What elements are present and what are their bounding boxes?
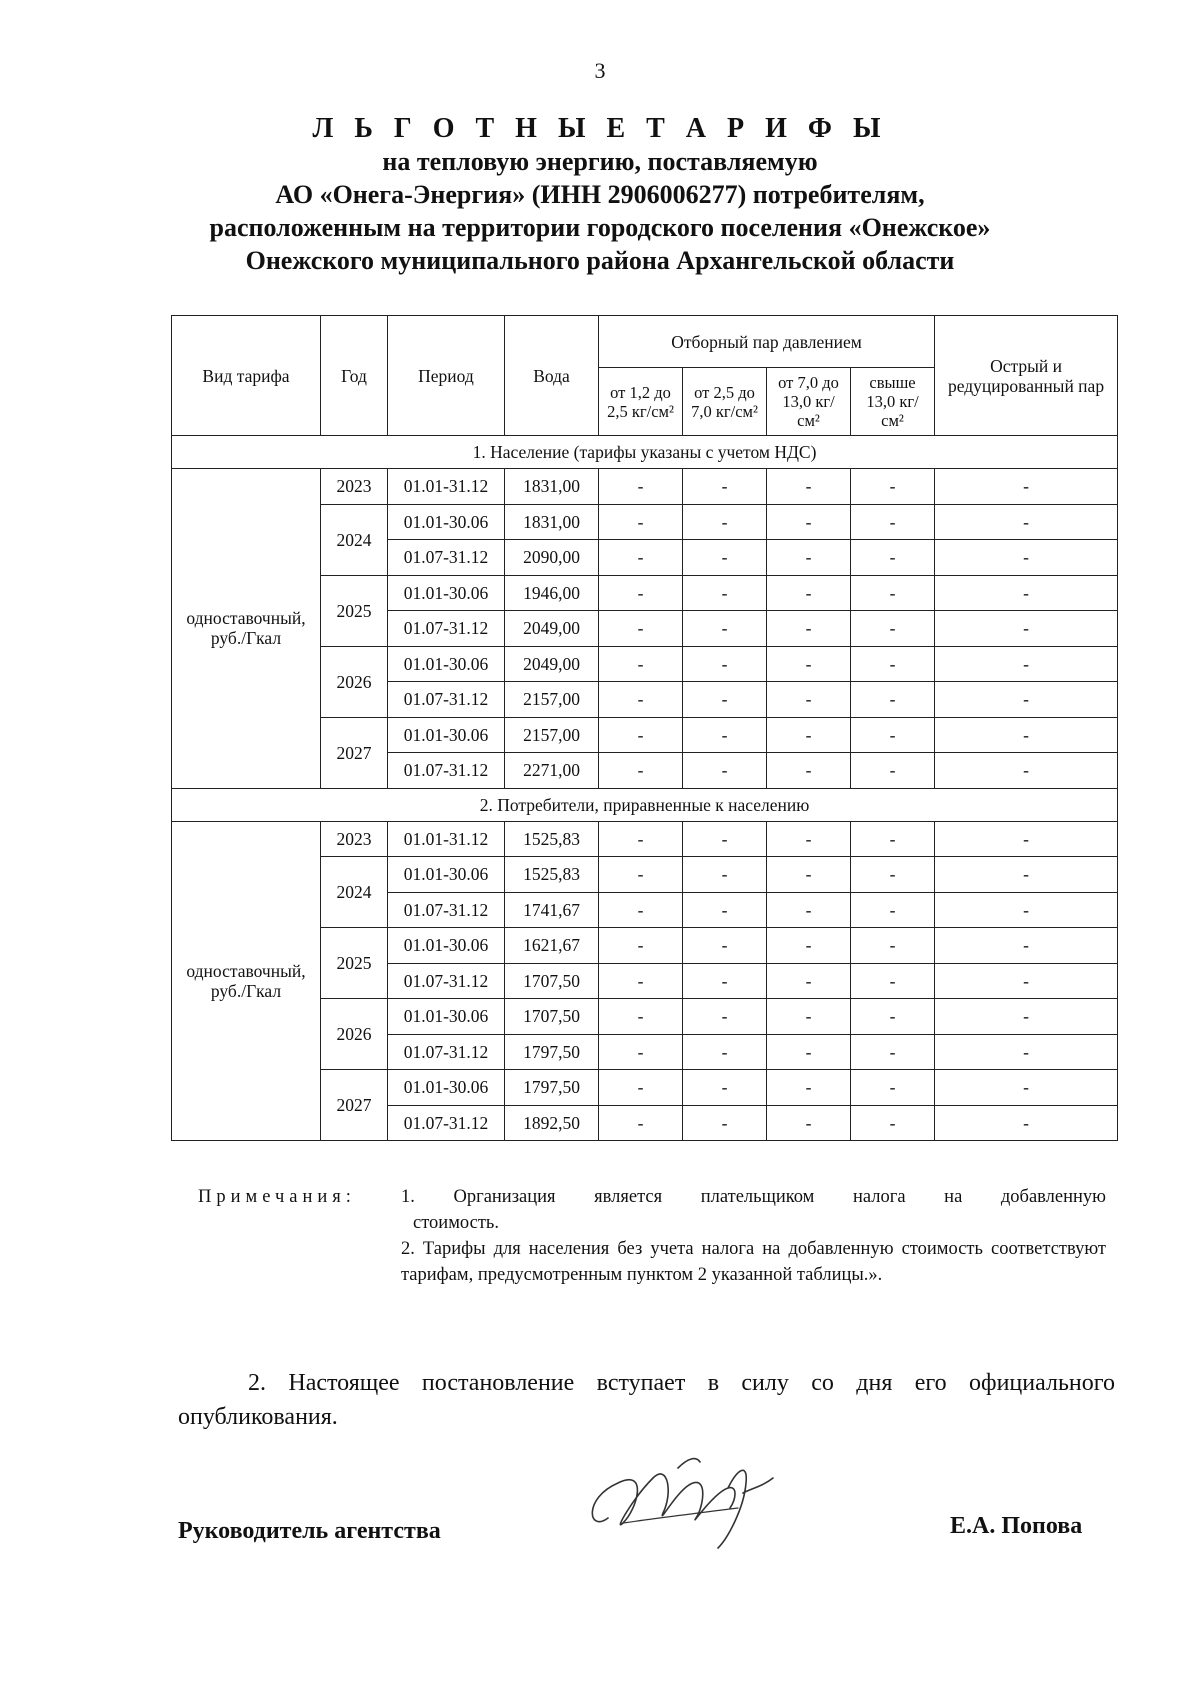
header-period: Период xyxy=(388,316,505,436)
steam-cell: - xyxy=(851,682,935,718)
sharp-steam-cell: - xyxy=(935,469,1118,505)
steam-cell: - xyxy=(683,753,767,789)
water-cell: 1707,50 xyxy=(505,999,599,1035)
water-cell: 1831,00 xyxy=(505,469,599,505)
steam-cell: - xyxy=(851,469,935,505)
water-cell: 1831,00 xyxy=(505,504,599,540)
sharp-steam-cell: - xyxy=(935,1105,1118,1141)
period-cell: 01.01-30.06 xyxy=(388,999,505,1035)
period-cell: 01.01-30.06 xyxy=(388,857,505,893)
steam-cell: - xyxy=(851,646,935,682)
steam-cell: - xyxy=(683,963,767,999)
water-cell: 1707,50 xyxy=(505,963,599,999)
sharp-steam-cell: - xyxy=(935,540,1118,576)
steam-cell: - xyxy=(599,1034,683,1070)
sharp-steam-cell: - xyxy=(935,963,1118,999)
period-cell: 01.07-31.12 xyxy=(388,753,505,789)
period-cell: 01.01-30.06 xyxy=(388,646,505,682)
period-cell: 01.07-31.12 xyxy=(388,892,505,928)
steam-cell: - xyxy=(599,575,683,611)
sharp-steam-cell: - xyxy=(935,1070,1118,1106)
steam-cell: - xyxy=(767,963,851,999)
steam-cell: - xyxy=(767,892,851,928)
steam-cell: - xyxy=(599,821,683,857)
sharp-steam-cell: - xyxy=(935,753,1118,789)
header-steam-1: от 1,2 до 2,5 кг/см² xyxy=(599,368,683,436)
steam-cell: - xyxy=(683,646,767,682)
steam-cell: - xyxy=(851,1070,935,1106)
handwritten-signature xyxy=(578,1438,798,1558)
steam-cell: - xyxy=(683,540,767,576)
steam-cell: - xyxy=(683,682,767,718)
steam-cell: - xyxy=(683,999,767,1035)
steam-cell: - xyxy=(851,928,935,964)
sharp-steam-cell: - xyxy=(935,999,1118,1035)
steam-cell: - xyxy=(599,999,683,1035)
sharp-steam-cell: - xyxy=(935,821,1118,857)
steam-cell: - xyxy=(683,857,767,893)
steam-cell: - xyxy=(599,469,683,505)
steam-cell: - xyxy=(851,504,935,540)
header-steam-4: свыше 13,0 кг/см² xyxy=(851,368,935,436)
year-cell: 2025 xyxy=(321,928,388,999)
steam-cell: - xyxy=(683,928,767,964)
title-line-4: расположенным на территории городского поселения «Онежское» xyxy=(209,213,991,242)
steam-cell: - xyxy=(767,1070,851,1106)
section-title: 1. Население (тарифы указаны с учетом НДС) xyxy=(172,436,1118,469)
steam-cell: - xyxy=(599,682,683,718)
steam-cell: - xyxy=(599,928,683,964)
section-header-row xyxy=(172,788,1118,821)
steam-cell: - xyxy=(599,892,683,928)
steam-cell: - xyxy=(851,1034,935,1070)
steam-cell: - xyxy=(767,1105,851,1141)
year-cell: 2024 xyxy=(321,857,388,928)
header-tariff-type: Вид тарифа xyxy=(172,316,321,436)
section-title: 2. Потребители, приравненные к населению xyxy=(172,788,1118,821)
title-line-5: Онежского муниципального района Архангельской области xyxy=(245,246,955,275)
water-cell: 2271,00 xyxy=(505,753,599,789)
water-cell: 1946,00 xyxy=(505,575,599,611)
period-cell: 01.07-31.12 xyxy=(388,611,505,647)
table-row xyxy=(172,469,1118,505)
water-cell: 2157,00 xyxy=(505,682,599,718)
tariff-table xyxy=(171,315,1118,1141)
steam-cell: - xyxy=(851,611,935,647)
steam-cell: - xyxy=(767,646,851,682)
steam-cell: - xyxy=(767,717,851,753)
header-steam-group: Отборный пар давлением xyxy=(599,316,935,368)
steam-cell: - xyxy=(683,1034,767,1070)
steam-cell: - xyxy=(599,611,683,647)
steam-cell: - xyxy=(767,999,851,1035)
sharp-steam-cell: - xyxy=(935,717,1118,753)
steam-cell: - xyxy=(599,963,683,999)
year-cell: 2023 xyxy=(321,821,388,857)
steam-cell: - xyxy=(851,963,935,999)
document-title xyxy=(150,112,1050,277)
header-year: Год xyxy=(321,316,388,436)
steam-cell: - xyxy=(767,821,851,857)
steam-cell: - xyxy=(851,575,935,611)
year-cell: 2025 xyxy=(321,575,388,646)
sharp-steam-cell: - xyxy=(935,682,1118,718)
table-row xyxy=(172,821,1118,857)
water-cell: 1525,83 xyxy=(505,821,599,857)
period-cell: 01.01-30.06 xyxy=(388,717,505,753)
year-cell: 2024 xyxy=(321,504,388,575)
sharp-steam-cell: - xyxy=(935,611,1118,647)
steam-cell: - xyxy=(767,575,851,611)
steam-cell: - xyxy=(767,504,851,540)
title-line-1: Л Ь Г О Т Н Ы Е Т А Р И Ф Ы xyxy=(312,113,888,144)
notes-label: Примечания: xyxy=(198,1187,356,1207)
water-cell: 2049,00 xyxy=(505,646,599,682)
final-paragraph-text: 2. Настоящее постановление вступает в силу со дня его официального опубликования. xyxy=(178,1370,1115,1430)
water-cell: 1741,67 xyxy=(505,892,599,928)
water-cell: 2049,00 xyxy=(505,611,599,647)
sharp-steam-cell: - xyxy=(935,1034,1118,1070)
steam-cell: - xyxy=(767,540,851,576)
period-cell: 01.01-30.06 xyxy=(388,1070,505,1106)
water-cell: 1525,83 xyxy=(505,857,599,893)
water-cell: 2090,00 xyxy=(505,540,599,576)
period-cell: 01.01-31.12 xyxy=(388,821,505,857)
steam-cell: - xyxy=(767,928,851,964)
steam-cell: - xyxy=(683,575,767,611)
steam-cell: - xyxy=(599,753,683,789)
steam-cell: - xyxy=(851,753,935,789)
period-cell: 01.01-30.06 xyxy=(388,928,505,964)
title-line-3: АО «Онега-Энергия» (ИНН 2906006277) потребителям, xyxy=(275,180,925,209)
page-number: 3 xyxy=(594,58,606,83)
steam-cell: - xyxy=(851,821,935,857)
steam-cell: - xyxy=(599,646,683,682)
steam-cell: - xyxy=(767,682,851,718)
water-cell: 1621,67 xyxy=(505,928,599,964)
note-1-line-2: стоимость. xyxy=(413,1213,499,1233)
steam-cell: - xyxy=(683,469,767,505)
period-cell: 01.07-31.12 xyxy=(388,1034,505,1070)
year-cell: 2027 xyxy=(321,717,388,788)
sharp-steam-cell: - xyxy=(935,928,1118,964)
steam-cell: - xyxy=(851,999,935,1035)
tariff-table-body xyxy=(172,436,1118,1141)
steam-cell: - xyxy=(683,717,767,753)
sharp-steam-cell: - xyxy=(935,857,1118,893)
tariff-type-cell: одноставочный, руб./Гкал xyxy=(172,469,321,789)
tariff-type-cell: одноставочный, руб./Гкал xyxy=(172,821,321,1141)
period-cell: 01.01-30.06 xyxy=(388,575,505,611)
steam-cell: - xyxy=(599,504,683,540)
steam-cell: - xyxy=(683,1070,767,1106)
steam-cell: - xyxy=(851,717,935,753)
header-steam-3: от 7,0 до 13,0 кг/см² xyxy=(767,368,851,436)
steam-cell: - xyxy=(767,611,851,647)
steam-cell: - xyxy=(683,892,767,928)
header-water: Вода xyxy=(505,316,599,436)
steam-cell: - xyxy=(683,1105,767,1141)
period-cell: 01.07-31.12 xyxy=(388,540,505,576)
sharp-steam-cell: - xyxy=(935,575,1118,611)
steam-cell: - xyxy=(599,1105,683,1141)
steam-cell: - xyxy=(851,857,935,893)
water-cell: 1797,50 xyxy=(505,1070,599,1106)
steam-cell: - xyxy=(851,892,935,928)
signatory-role: Руководитель агентства xyxy=(178,1518,441,1544)
year-cell: 2023 xyxy=(321,469,388,505)
steam-cell: - xyxy=(599,540,683,576)
steam-cell: - xyxy=(683,611,767,647)
final-paragraph xyxy=(178,1366,1115,1434)
steam-cell: - xyxy=(599,717,683,753)
signatory-name: Е.А. Попова xyxy=(950,1513,1083,1539)
section-header-row xyxy=(172,436,1118,469)
period-cell: 01.01-31.12 xyxy=(388,469,505,505)
water-cell: 1892,50 xyxy=(505,1105,599,1141)
sharp-steam-cell: - xyxy=(935,892,1118,928)
period-cell: 01.07-31.12 xyxy=(388,682,505,718)
steam-cell: - xyxy=(683,504,767,540)
note-1-line-1: 1. Организация является плательщиком налога на добавленную xyxy=(401,1187,1106,1207)
note-2: 2. Тарифы для населения без учета налога на добавленную стоимость соответствуют тарифам, предусмотренным пунктом 2 указанной таблицы.». xyxy=(401,1239,1106,1285)
header-sharp-steam: Острый и редуцированный пар xyxy=(935,316,1118,436)
title-line-2: на тепловую энергию, поставляемую xyxy=(382,147,818,176)
steam-cell: - xyxy=(767,857,851,893)
period-cell: 01.01-30.06 xyxy=(388,504,505,540)
steam-cell: - xyxy=(851,540,935,576)
period-cell: 01.07-31.12 xyxy=(388,963,505,999)
steam-cell: - xyxy=(683,821,767,857)
steam-cell: - xyxy=(599,1070,683,1106)
sharp-steam-cell: - xyxy=(935,646,1118,682)
water-cell: 1797,50 xyxy=(505,1034,599,1070)
steam-cell: - xyxy=(767,753,851,789)
period-cell: 01.07-31.12 xyxy=(388,1105,505,1141)
header-steam-2: от 2,5 до 7,0 кг/см² xyxy=(683,368,767,436)
year-cell: 2026 xyxy=(321,646,388,717)
year-cell: 2027 xyxy=(321,1070,388,1141)
steam-cell: - xyxy=(767,1034,851,1070)
steam-cell: - xyxy=(599,857,683,893)
water-cell: 2157,00 xyxy=(505,717,599,753)
year-cell: 2026 xyxy=(321,999,388,1070)
sharp-steam-cell: - xyxy=(935,504,1118,540)
steam-cell: - xyxy=(851,1105,935,1141)
steam-cell: - xyxy=(767,469,851,505)
